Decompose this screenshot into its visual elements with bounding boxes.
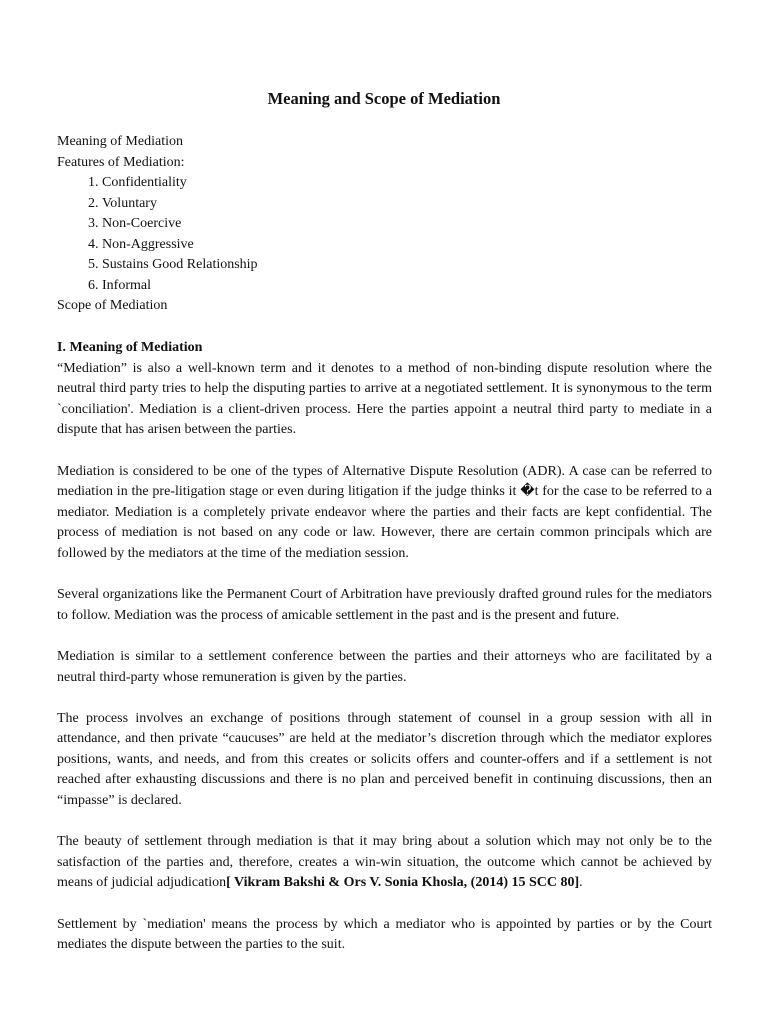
table-of-contents <box>57 132 717 317</box>
paragraph-with-citation <box>57 832 712 894</box>
paragraph-end: . <box>579 875 583 891</box>
paragraph: The process involves an exchange of positions through statement of counsel in a group session with all in attendance, and then private “caucuses” are held at the mediator’s discretion through which the mediator explores positions, wants, and needs, and from this creates or solicits offers and counter-offers and if a settlement is not reached after exhausting discussions and there is no plan and perceived benefit in continuing discussions, then an “impasse” is declared. <box>57 710 712 809</box>
paragraph: Several organizations like the Permanent Court of Arbitration have previously drafted ground rules for the mediators to follow. Mediation was the process of amicable settlement in the past and is the present and future. <box>57 587 712 623</box>
paragraph: “Mediation” is also a well-known term and it denotes to a method of non-binding dispute resolution where the neutral third party tries to help the disputing parties to arrive at a negotiated settlement. It is synonymous to the term `conciliation'. Mediation is a client-driven process. Here the parties appoint a neutral third party to mediate in a dispute that has arisen between the parties. <box>57 360 712 438</box>
paragraph-text: The beauty of settlement through mediation is that it may bring about a solution which may not only be to the satisfaction of the parties and, therefore, creates a win-win situation, the outcome which cannot be achieved by means of judicial adjudication <box>57 834 712 891</box>
feature-item: 5. Sustains Good Relationship <box>102 255 717 276</box>
section-meaning <box>57 338 712 976</box>
feature-item: 4. Non-Aggressive <box>102 235 717 256</box>
case-citation: [ Vikram Bakshi & Ors V. Sonia Khosla, (2014) 15 SCC 80] <box>226 875 580 891</box>
feature-item: 3. Non-Coercive <box>102 214 717 235</box>
feature-item: 1. Confidentiality <box>102 173 717 194</box>
feature-item: 6. Informal <box>102 276 717 297</box>
toc-scope: Scope of Mediation <box>57 298 168 313</box>
toc-features-heading: Features of Mediation: <box>57 154 185 170</box>
document-title: Meaning and Scope of Mediation <box>267 89 501 108</box>
paragraph: Mediation is considered to be one of the types of Alternative Dispute Resolution (ADR). A case can be referred to mediation in the pre-litigation stage or even during litigation if the judge thinks it �t for the case to be referred to a mediator. Mediation is a completely private endeavor where the parties and their facts are kept confidential. The process of mediation is not based on any code or law. However, there are certain common principals which are followed by the mediators at the time of the mediation session. <box>57 463 712 561</box>
section-heading: I. Meaning of Mediation <box>57 340 203 355</box>
paragraph: Mediation is similar to a settlement conference between the parties and their attorneys who are facilitated by a neutral third-party whose remuneration is given by the parties. <box>57 648 712 685</box>
paragraph: Settlement by `mediation' means the process by which a mediator who is appointed by parties or by the Court mediates the dispute between the parties to the suit. <box>57 916 712 953</box>
toc-meaning: Meaning of Mediation <box>57 134 183 149</box>
feature-item: 2. Voluntary <box>102 194 717 215</box>
features-list <box>57 173 717 296</box>
